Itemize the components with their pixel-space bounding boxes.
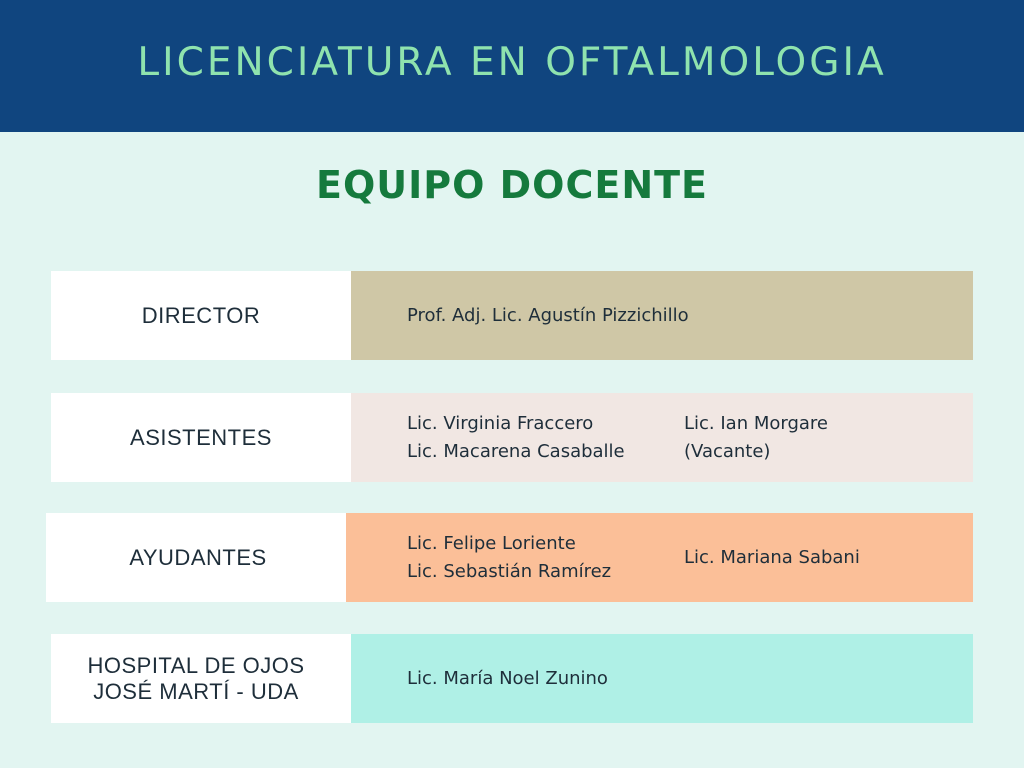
staff-name: Lic. Sebastián Ramírez — [407, 560, 612, 582]
staff-row-ayudantes — [46, 513, 973, 602]
names-column-2 — [684, 393, 828, 482]
names-column-1 — [407, 634, 608, 723]
role-label: ASISTENTES — [130, 424, 272, 450]
section-title: EQUIPO DOCENTE — [315, 163, 708, 207]
page-title: LICENCIATURA EN OFTALMOLOGIA — [137, 39, 887, 85]
role-label-cell — [51, 634, 341, 723]
label-cell-fill — [341, 634, 351, 723]
staff-name: Lic. Macarena Casaballe — [407, 440, 625, 462]
staff-name: Prof. Adj. Lic. Agustín Pizzichillo — [407, 304, 689, 326]
header-banner — [0, 0, 1024, 132]
staff-row-asistentes — [51, 393, 973, 482]
role-label: AYUDANTES — [129, 544, 267, 570]
staff-name: Lic. Virginia Fraccero — [407, 412, 594, 434]
role-label: DIRECTOR — [141, 302, 261, 328]
names-column-1 — [407, 271, 689, 360]
names-column-1 — [407, 513, 611, 602]
role-label-line-1: HOSPITAL DE OJOS — [87, 652, 305, 678]
staff-name: Lic. María Noel Zunino — [407, 667, 608, 689]
staff-name: Lic. Ian Morgare — [684, 412, 828, 434]
staff-name: Lic. Felipe Loriente — [407, 532, 576, 554]
role-label-line-2: JOSÉ MARTÍ - UDA — [93, 678, 299, 704]
role-label-cell — [46, 513, 346, 602]
staff-row-director — [51, 271, 973, 360]
names-column-2 — [684, 513, 860, 602]
staff-row-hospital — [51, 634, 973, 723]
vacancy-note: (Vacante) — [684, 440, 771, 462]
names-column-1 — [407, 393, 625, 482]
staff-name: Lic. Mariana Sabani — [684, 546, 860, 568]
role-label-cell — [51, 393, 351, 482]
role-label-cell — [51, 271, 351, 360]
